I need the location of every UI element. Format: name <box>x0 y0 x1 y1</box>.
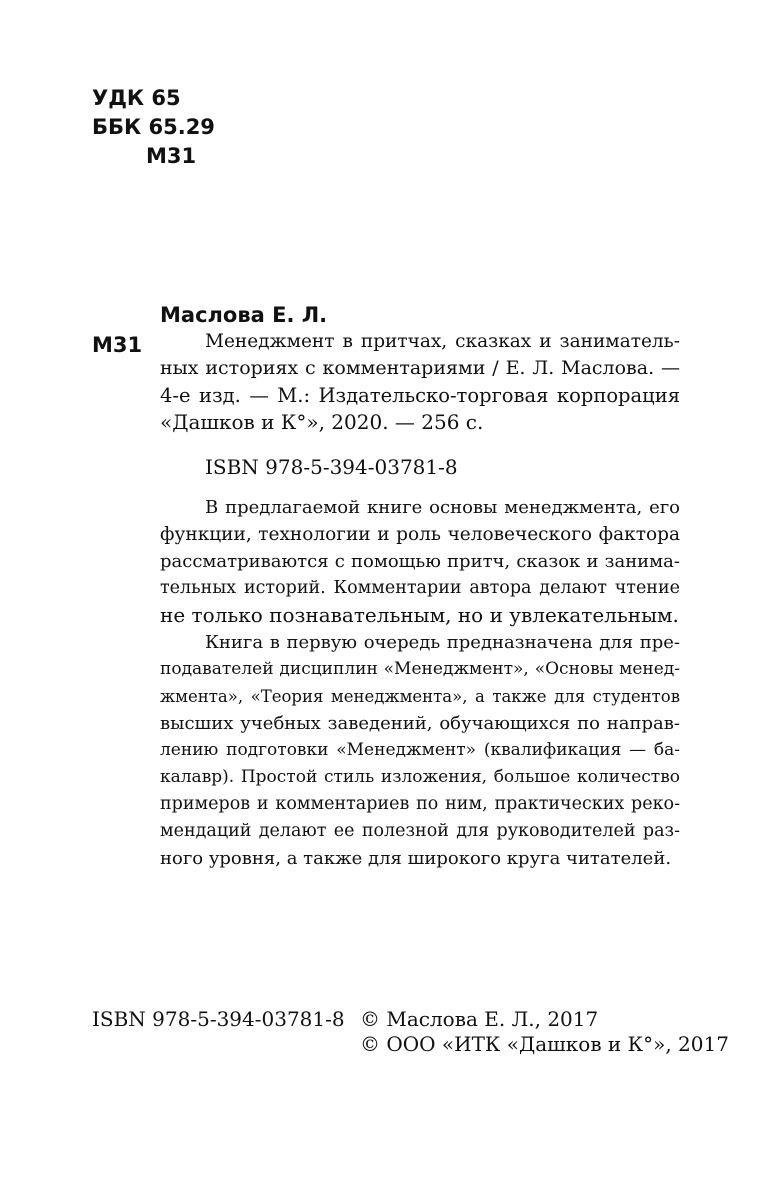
annotation-line: мендаций делают ее полезной для руководителей раз- <box>160 821 680 841</box>
isbn-entry: ISBN 978-5-394-03781-8 <box>205 455 458 479</box>
annotation-line: рассматриваются с помощью притч, сказок и занима- <box>160 551 680 572</box>
udk-code: УДК 65 <box>92 86 181 110</box>
copyright-publisher: © ООО «ИТК «Дашков и К°», 2017 <box>360 1032 729 1056</box>
annotation-line: лению подготовки «Менеджмент» (квалификация — ба- <box>160 740 680 760</box>
annotation-line: подавателей дисциплин «Менеджмент», «Основы менед- <box>160 659 680 679</box>
author-mark: М31 <box>92 333 143 357</box>
footer-isbn: ISBN 978-5-394-03781-8 <box>92 1007 345 1031</box>
annotation-line: не только познавательным, но и увлекательным. <box>160 603 679 627</box>
annotation-line: жмента», «Теория менеджмента», а также для студентов <box>160 687 680 706</box>
annotation-line: калавр). Простой стиль изложения, большое количество <box>160 767 680 787</box>
annotation-line: Книга в первую очередь предназначена для пре- <box>205 632 680 653</box>
annotation-paragraph-2 <box>160 629 680 872</box>
title-line: «Дашков и К°», 2020. — 256 с. <box>160 410 484 434</box>
title-line: Менеджмент в притчах, сказках и заниматель- <box>205 331 680 352</box>
annotation-line: ного уровня, а также для широкого круга читателей. <box>160 848 672 869</box>
annotation-line: примеров и комментариев по ним, практических реко- <box>160 794 680 814</box>
bbk-code: ББК 65.29 <box>92 115 215 139</box>
annotation-line: высших учебных заведений, обучающихся по направ- <box>160 713 680 734</box>
title-line: 4-е изд. — М.: Издательско-торговая корпорация <box>160 384 680 407</box>
annotation-line: тельных историй. Комментарии автора делают чтение <box>160 578 680 598</box>
copyright-author: © Маслова Е. Л., 2017 <box>360 1007 599 1031</box>
annotation-paragraph-1 <box>160 494 680 629</box>
title-block <box>160 328 680 436</box>
annotation-line: функции, технологии и роль человеческого фактора <box>160 524 680 545</box>
annotation-line: В предлагаемой книге основы менеджмента, его <box>205 497 680 518</box>
title-line: ных историях с комментариями / Е. Л. Маслова. — <box>160 357 680 379</box>
author-heading: Маслова Е. Л. <box>160 303 328 327</box>
author-mark-top: М31 <box>146 144 197 168</box>
